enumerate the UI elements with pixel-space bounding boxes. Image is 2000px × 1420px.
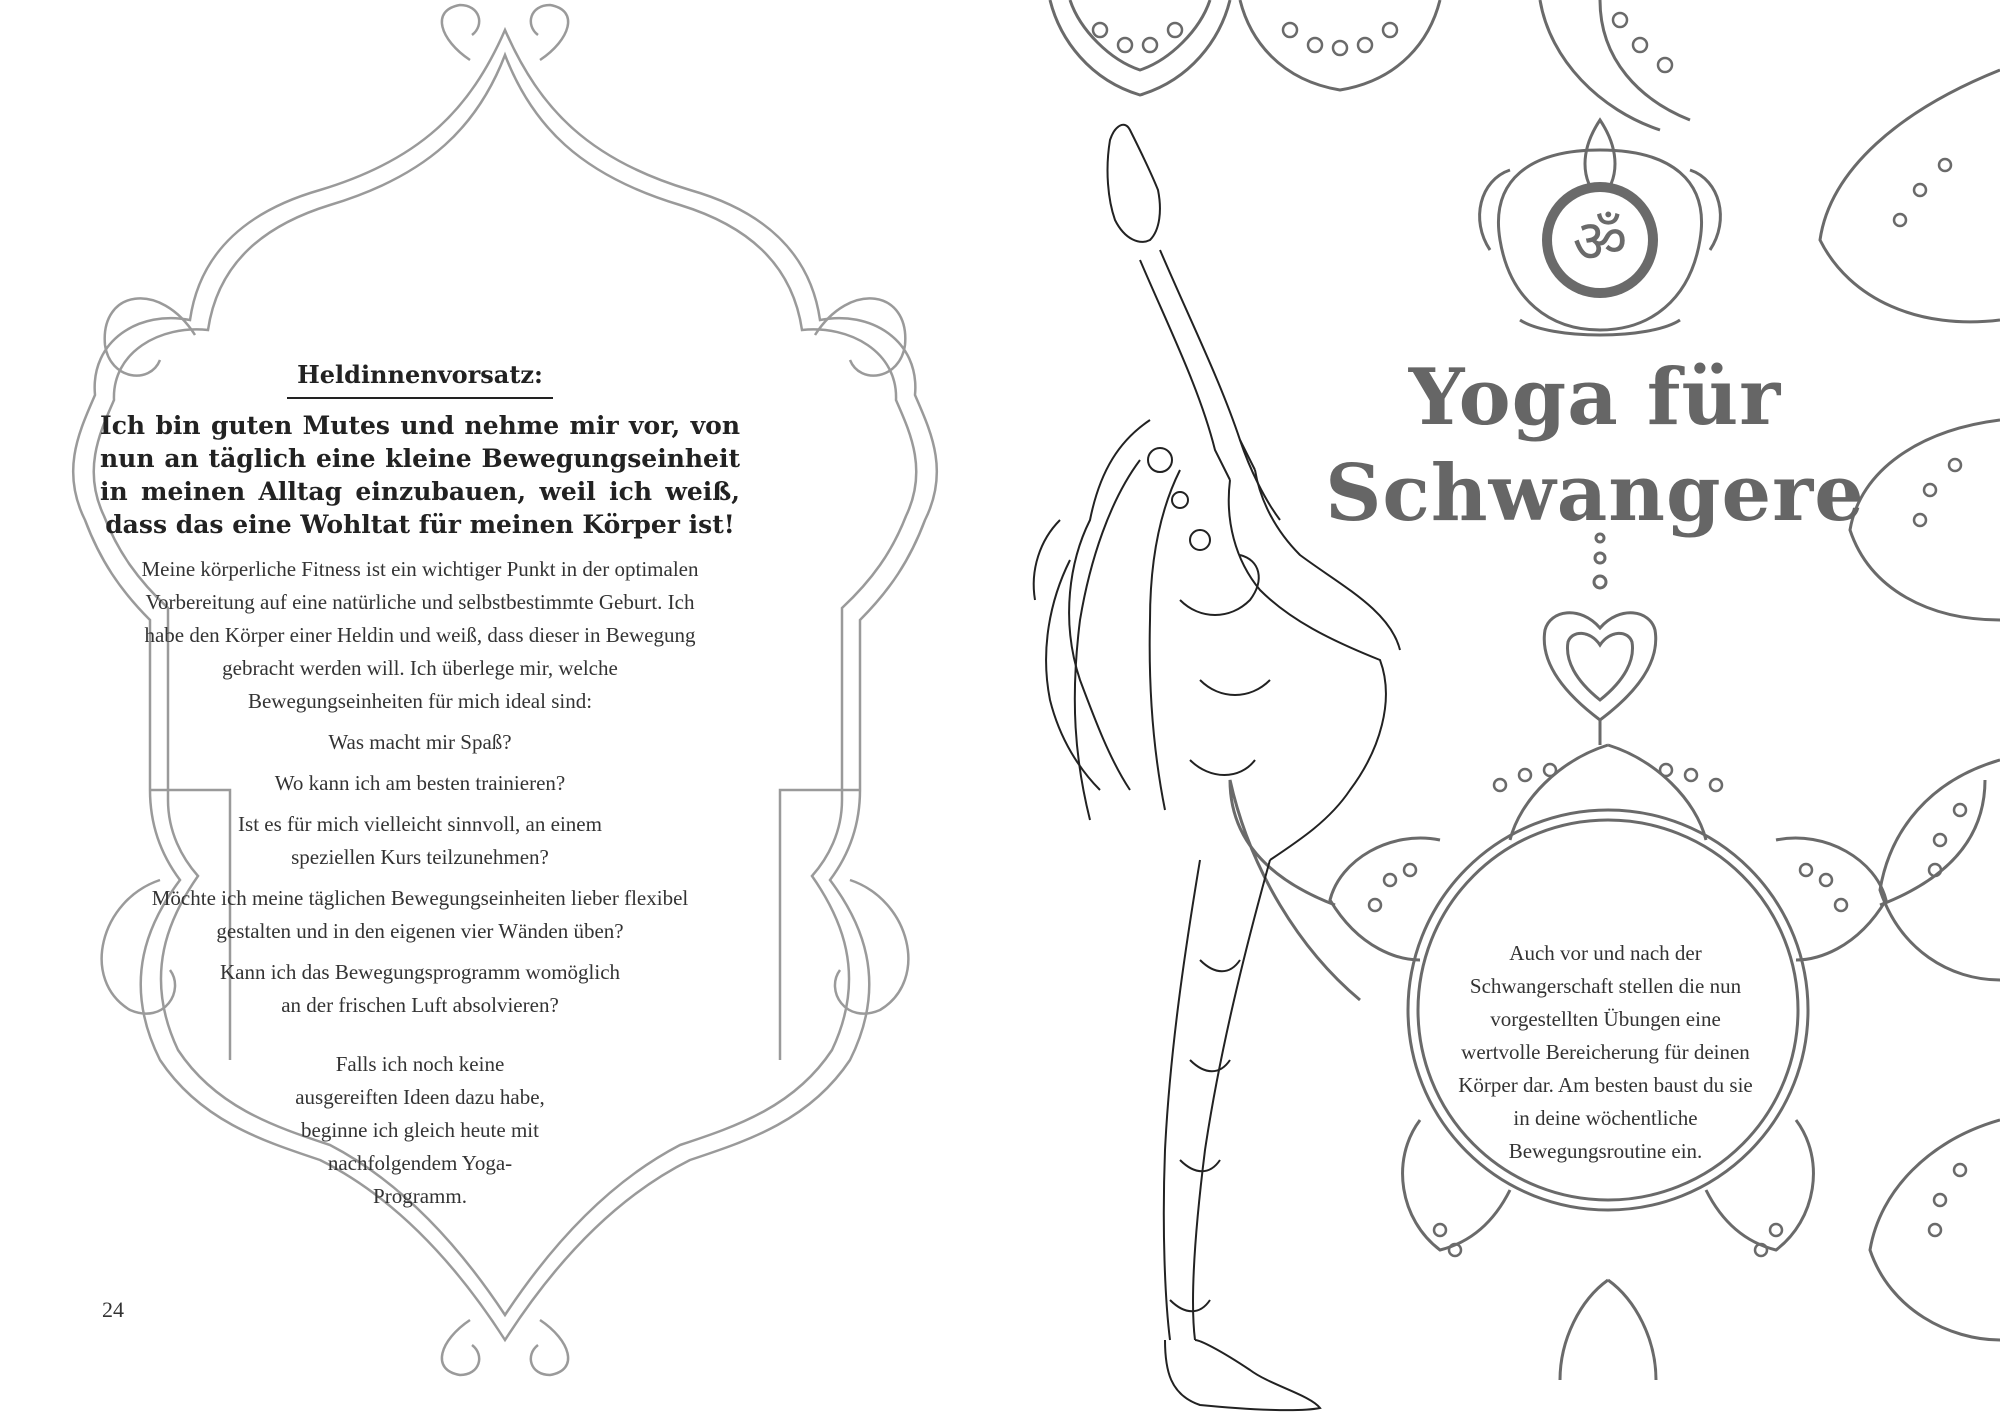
left-page-content xyxy=(100,360,740,1213)
intro-paragraph: Meine körperliche Fitness ist ein wichtiger Punkt in der optimalen Vorbereitung auf eine natürliche und selbstbestimmte Geburt. Ich habe den Körper einer Heldin und weiß, dass dieser in Bewegung gebracht werden will. Ich überlege mir, welche Bewegungseinheiten für mich ideal sind: xyxy=(141,557,699,713)
question-item: Möchte ich meine täglichen Bewegungseinheiten lieber flexibel gestalten und in den eigenen vier Wänden üben? xyxy=(151,886,689,943)
mandala-text: Auch vor und nach der Schwangerschaft stellen die nun vorgestellten Übungen eine wertvolle Bereicherung für deinen Körper dar. Am besten baust du sie in deine wöchentliche Bewegungsroutine ein. xyxy=(1458,941,1753,1163)
heroine-resolution: Ich bin guten Mutes und nehme mir vor, von nun an täglich eine kleine Bewegungseinheit in meinen Alltag einzubauen, weil ich weiß, dass das eine Wohltat für meinen Körper ist! xyxy=(100,411,740,539)
edge-mandala-ornament xyxy=(1820,70,2000,1340)
dots-chain xyxy=(1594,534,1606,588)
mandala-ornament-icon xyxy=(1050,0,1690,130)
yoga-figure-illustration xyxy=(1034,125,1400,1410)
question-item: Wo kann ich am besten trainieren? xyxy=(274,771,566,795)
title-line-2: Schwangere xyxy=(1325,448,1865,539)
question-item: Ist es für mich vielleicht sinnvoll, an einem speziellen Kurs teilzunehmen? xyxy=(238,812,602,869)
page-title xyxy=(1320,350,1870,542)
page-number: 24 xyxy=(102,1297,124,1322)
section-heading: Heldinnenvorsatz: xyxy=(287,360,553,399)
title-line-1: Yoga für xyxy=(1408,352,1782,443)
question-item: Was macht mir Spaß? xyxy=(328,730,512,754)
closing-paragraph: Falls ich noch keine ausgereiften Ideen dazu habe, beginne ich gleich heute mit nachfolgendem Yoga-Programm. xyxy=(295,1052,545,1208)
om-symbol-icon: ॐ xyxy=(1572,207,1628,277)
question-item: Kann ich das Bewegungsprogramm womöglich an der frischen Luft absolvieren? xyxy=(219,960,621,1017)
heart-ornament-icon xyxy=(1544,613,1656,745)
